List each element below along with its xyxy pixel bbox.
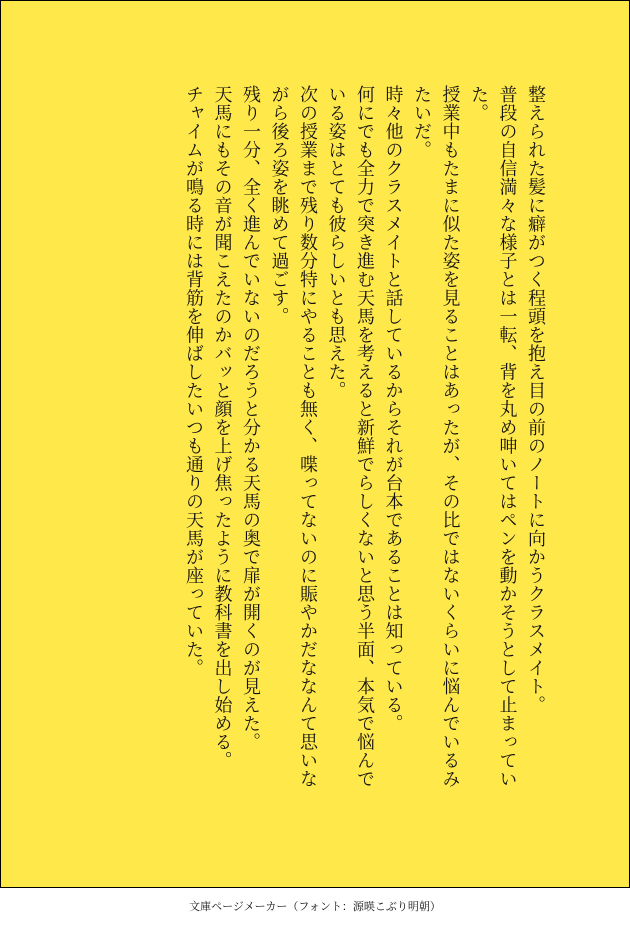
body-text xyxy=(179,85,550,805)
paragraph-5: 何にでも全力で突き進む天馬を考えると新鮮でらしくないと思う半面、本気で悩んでいる姿はとても彼らしいとも思えた。 xyxy=(325,85,375,788)
paragraph-4: 時々他のクラスメイトと話しているからそれが台本であることは知っている。 xyxy=(382,85,404,733)
paragraph-6: 次の授業まで残り数分特にやることも無く、喋ってないのに賑やかだななんて思いながら後ろ姿を眺めて過ごす。 xyxy=(268,85,318,788)
paragraph-9: チャイムが鳴る時には背筋を伸ばしたいつも通りの天馬が座っていた。 xyxy=(183,85,204,677)
paragraph-1: 整えられた髪に癖がつく程頭を抱え目の前のノートに向かうクラスメイト。 xyxy=(525,85,546,714)
footer-credit: 文庫ページメーカー（フォント：源暎こぶり明朝） xyxy=(189,900,441,913)
paragraph-3: 授業中もたまに似た姿を見ることはあったが、その比ではないくらいに悩んでいるみたいだ。 xyxy=(411,85,461,788)
paragraph-2: 普段の自信満々な様子とは一転、背を丸め呻いてはペンを動かそうとして止まっていた。 xyxy=(468,85,518,788)
paragraph-8: 天馬にもその音が聞こえたのかバッと顔を上げ焦ったように教科書を出し始める。 xyxy=(211,85,233,770)
paragraph-7: 残り一分、全く進んでいないのだろうと分かる天馬の奥で扉が開くのが見えた。 xyxy=(240,85,261,751)
